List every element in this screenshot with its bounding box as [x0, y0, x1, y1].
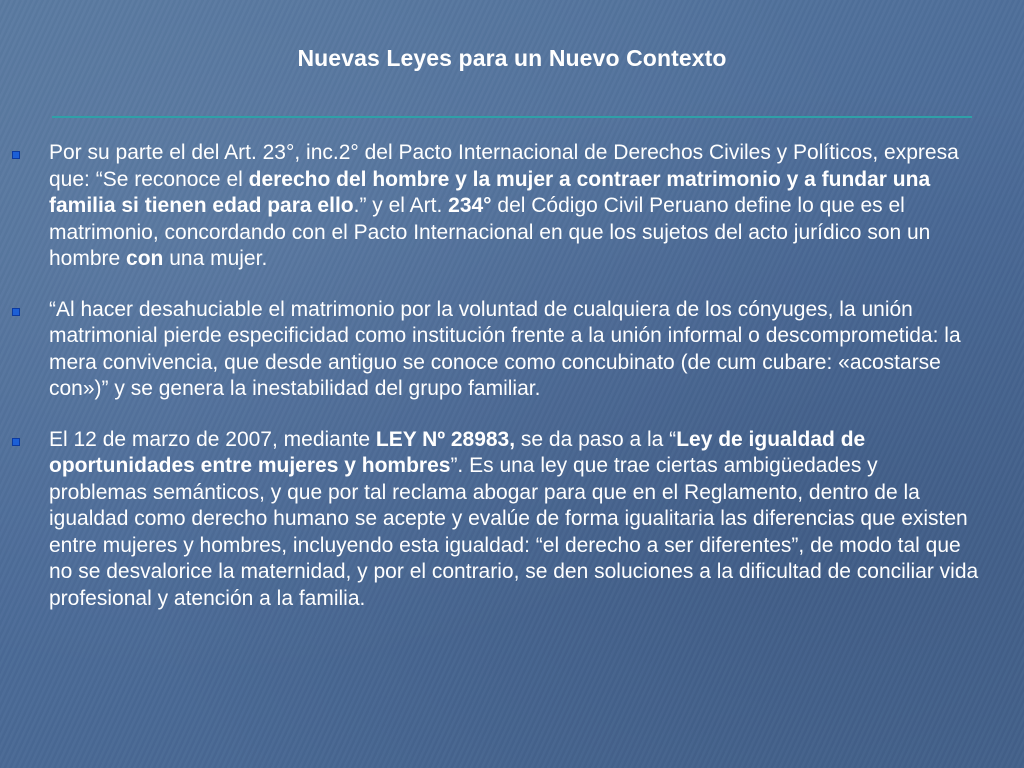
bullet-item [49, 140, 979, 273]
slide-title: Nuevas Leyes para un Nuevo Contexto [297, 45, 727, 71]
title-divider [52, 116, 972, 118]
bullet-text: El 12 de marzo de 2007, mediante LEY Nº 28983, se da paso a la “Ley de igualdad de oportunidades entre mujeres y hombres”. Es una ley que trae ciertas ambigüedades y problemas semánticos, y que por tal reclama abogar para que en el Reglamento, dentro de la igualdad como derecho humano se acepte y evalúe de forma igualitaria las diferencias que existen entre mujeres y hombres, incluyendo esta igualdad: “el derecho a ser diferentes”, de modo tal que no se desvalorice la maternidad, y por el contrario, se den soluciones a la dificultad de conciliar vida profesional y atención a la familia. [49, 427, 979, 610]
bullet-item [49, 427, 979, 613]
bullet-text: “Al hacer desahuciable el matrimonio por la voluntad de cualquiera de los cónyuges, la unión matrimonial pierde especificidad como institución frente a la unión informal o descomprometida: la mera convivencia, que desde antiguo se conoce como concubinato (de cum cubare: «acostarse con»)” y se genera la inestabilidad del grupo familiar. [49, 297, 961, 400]
square-bullet-icon [12, 151, 20, 159]
square-bullet-icon [12, 438, 20, 446]
square-bullet-icon [12, 308, 20, 316]
slide-content [0, 140, 1024, 636]
bullet-item [49, 297, 979, 403]
bullet-text: Por su parte el del Art. 23°, inc.2° del Pacto Internacional de Derechos Civiles y Políticos, expresa que: “Se reconoce el derecho del hombre y la mujer a contraer matrimonio y a fundar una familia si tienen edad para ello.” y el Art. 234° del Código Civil Peruano define lo que es el matrimonio, concordando con el Pacto Internacional en que los sujetos del acto jurídico son un hombre con una mujer. [49, 141, 959, 270]
